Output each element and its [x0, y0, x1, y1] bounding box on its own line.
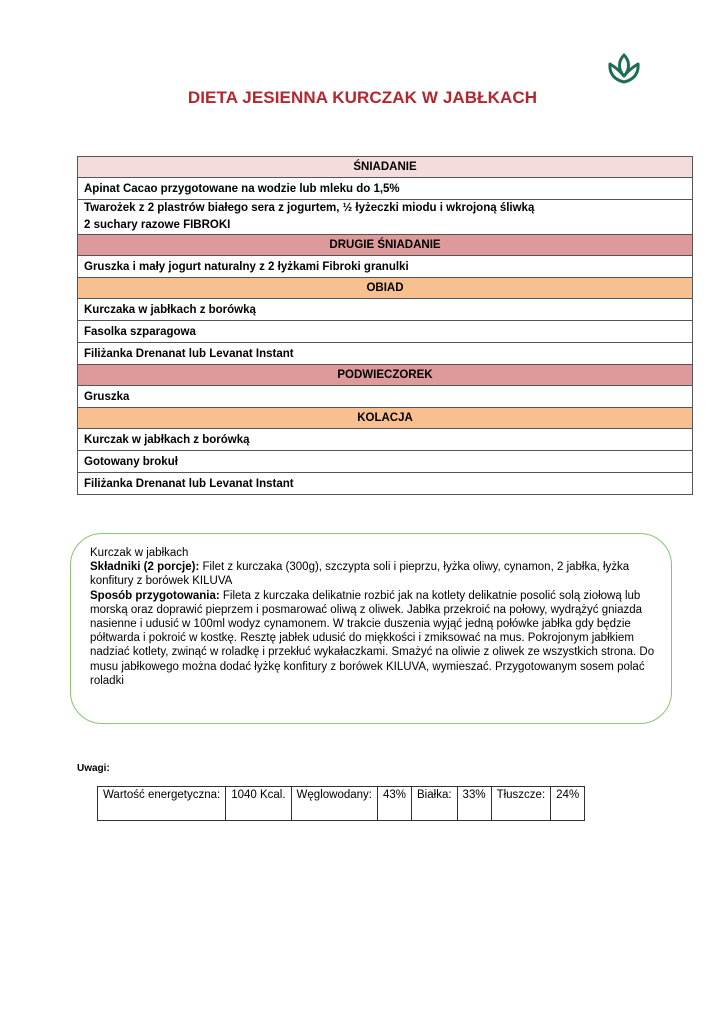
- meal-header: ŚNIADANIE: [78, 157, 693, 178]
- method-label: Sposób przygotowania:: [90, 589, 220, 602]
- meal-item-row: [78, 343, 693, 365]
- fat-value: 24%: [551, 787, 585, 821]
- method-text: Fileta z kurczaka delikatnie rozbić jak na kotlety delikatnie posolić solą ziołową lub morską oraz doprawić pieprzem i posmarować oliwą z oliwek. Jabłka przekroić na połowy, wydrążyć gniazda nasienne i udusić w 100ml wodyz cynamonem. W trakcie duszenia wyjąć jedną połówke jabłka gdy będzie półtwarda i pokroić w kostkę. Resztę jabłek udusić do miękkości i zmiksować na mus. Pokrojonym jabłkiem nadziać kotlety, zwinąć w roladkę i przekłuć wykałaczkami. Smażyć na oliwie z oliwek ze wszystkich strona. Do musu jabłkowego można dodać łyżkę konfitury z borówek KILUVA, wymieszać. Przygotowanym sosem polać roladki: [90, 589, 655, 687]
- protein-value: 33%: [457, 787, 491, 821]
- meal-item-row: [78, 256, 693, 278]
- energy-label: Wartość energetyczna:: [98, 787, 226, 821]
- meal-item: Gruszka: [78, 386, 693, 408]
- fat-label: Tłuszcze:: [491, 787, 551, 821]
- meal-item: Kurczaka w jabłkach z borówką: [78, 299, 693, 321]
- meal-item-row: [78, 200, 693, 235]
- meal-item-line: 2 suchary razowe FIBROKI: [84, 219, 231, 231]
- meal-header-row: [78, 408, 693, 429]
- meal-item: Kurczak w jabłkach z borówką: [78, 429, 693, 451]
- meal-item: Filiżanka Drenanat lub Levanat Instant: [78, 343, 693, 365]
- recipe-ingredients: [90, 560, 656, 588]
- meal-item-row: [78, 451, 693, 473]
- protein-label: Białka:: [412, 787, 458, 821]
- meal-item: Apinat Cacao przygotowane na wodzie lub mleku do 1,5%: [78, 178, 693, 200]
- meal-item-row: [78, 299, 693, 321]
- meal-header-row: [78, 157, 693, 178]
- nutrition-table: [97, 786, 585, 821]
- meal-item: Gotowany brokuł: [78, 451, 693, 473]
- meal-item-row: [78, 386, 693, 408]
- meal-item: Gruszka i mały jogurt naturalny z 2 łyżkami Fibroki granulki: [78, 256, 693, 278]
- meal-item-line: Twarożek z 2 plastrów białego sera z jogurtem, ½ łyżeczki miodu i wkrojoną śliwką: [84, 202, 535, 214]
- meal-item: Filiżanka Drenanat lub Levanat Instant: [78, 473, 693, 495]
- meal-header-row: [78, 365, 693, 386]
- recipe-method: [90, 589, 656, 688]
- notes-label: Uwagi:: [77, 763, 110, 774]
- meal-header-row: [78, 235, 693, 256]
- meal-item-row: [78, 429, 693, 451]
- meal-plan-table: [77, 156, 693, 495]
- leaf-lotus-icon: [605, 52, 643, 88]
- page-title: DIETA JESIENNA KURCZAK W JABŁKACH: [187, 88, 538, 107]
- meal-header: KOLACJA: [78, 408, 693, 429]
- recipe-title: Kurczak w jabłkach: [90, 547, 189, 559]
- meal-header-row: [78, 278, 693, 299]
- meal-item-row: [78, 473, 693, 495]
- meal-item: Fasolka szparagowa: [78, 321, 693, 343]
- carbs-label: Węglowodany:: [291, 787, 377, 821]
- ingredients-text: Filet z kurczaka (300g), szczypta soli i pieprzu, łyżka oliwy, cynamon, 2 jabłka, łyżka konfitury z borówek KILUVA: [90, 561, 630, 588]
- meal-header: DRUGIE ŚNIADANIE: [78, 235, 693, 256]
- meal-header: OBIAD: [78, 278, 693, 299]
- meal-header: PODWIECZOREK: [78, 365, 693, 386]
- meal-item: [78, 200, 693, 235]
- energy-value: 1040 Kcal.: [226, 787, 291, 821]
- recipe-box: [70, 533, 672, 724]
- meal-item-row: [78, 321, 693, 343]
- carbs-value: 43%: [377, 787, 411, 821]
- meal-item-row: [78, 178, 693, 200]
- ingredients-label: Składniki (2 porcje):: [90, 561, 200, 574]
